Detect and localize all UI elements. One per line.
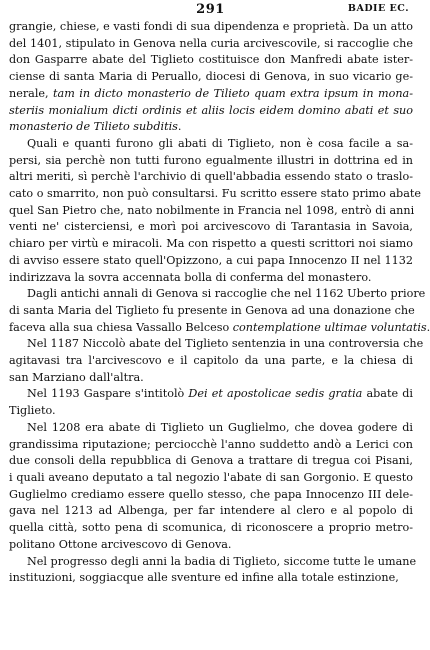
text-line: agitavasi tra l'arcivescovo e il capitolo da una parte, e la chiesa di xyxy=(9,354,413,368)
paragraph xyxy=(9,554,417,587)
text-line: gava nel 1213 ad Albenga, per far intendere al clero e al popolo di xyxy=(9,504,413,518)
paragraph xyxy=(9,19,413,136)
italic-text: contemplatione ultimae voluntatis xyxy=(232,320,427,334)
text-line: quel San Pietro che, nato nobilmente in Francia nel 1098, entrò di anni xyxy=(9,203,415,217)
text-line: grangie, chiese, e vasti fondi di sua dipendenza e proprietà. Da un atto xyxy=(9,20,413,33)
text-line xyxy=(9,86,413,103)
italic-text: Dei et apostolicae sedis gratia xyxy=(188,387,363,401)
paragraph xyxy=(9,286,430,336)
paragraph xyxy=(9,336,424,386)
text-line: Tiglieto. xyxy=(9,404,56,418)
text-line: san Marziano dall'altra. xyxy=(9,370,144,384)
text-segment: abate di xyxy=(362,387,413,401)
text-line: persi, sia perchè non tutti furono egualmente illustri in dottrina ed in xyxy=(9,153,413,167)
text-line: Quali e quanti furono gli abati di Tiglieto, non è cosa facile a sa- xyxy=(27,136,413,150)
text-line: due consoli della repubblica di Genova a trattare di tregua coi Pisani, xyxy=(9,454,413,468)
text-line: venti ne' cisterciensi, e morì poi arcivescovo di Tarantasia in Savoia, xyxy=(9,220,413,234)
text-line: di avviso essere stato quell'Opizzono, a cui papa Innocenzo II nel 1132 xyxy=(9,253,413,267)
text-line xyxy=(9,119,413,136)
text-segment: . xyxy=(177,120,182,134)
text-line: Dagli antichi annali di Genova si raccoglie che nel 1162 Uberto priore xyxy=(27,287,426,301)
text-line: grandissima riputazione; perciocchè l'anno suddetto andò a Lerici con xyxy=(9,437,413,451)
italic-text: steriis monialium dicti ordinis et aliis locis eidem domino abati et suo xyxy=(9,103,413,117)
text-line: cato o smarrito, non può consultarsi. Fu scritto essere stato primo abate xyxy=(9,187,421,201)
text-segment: . xyxy=(426,320,430,334)
text-line: instituzioni, soggiacque alle sventure ed infine alla totale estinzione, xyxy=(9,571,399,585)
text-line: chiaro per virtù e miracoli. Ma con rispetto a questi scrittori noi siamo xyxy=(9,237,413,251)
text-line xyxy=(9,320,430,337)
text-line: Nel 1187 Niccolò abate del Tiglieto sentenzia in una controversia che xyxy=(27,337,424,351)
text-line: don Gasparre abate del Tiglieto costituisce don Manfredi abate ister- xyxy=(9,53,413,67)
paragraph xyxy=(9,386,413,419)
running-head: BADIE EC. xyxy=(347,3,409,14)
text-segment: Nel 1193 Gaspare s'intitolò xyxy=(27,387,189,401)
text-segment: faceva alla sua chiesa Vassallo Belceso xyxy=(9,320,233,334)
text-line: indirizzava la sovra accennata bolla di conferma del monastero. xyxy=(9,270,372,284)
page-number: 291 xyxy=(196,2,225,17)
text-line: del 1401, stipulato in Genova nella curia arcivescovile, si raccoglie che xyxy=(9,36,413,50)
italic-text: tam in dicto monasterio de Tilieto quam extra ipsum in mona- xyxy=(53,86,414,100)
text-line: Nel 1208 era abate di Tiglieto un Guglielmo, che dovea godere di xyxy=(27,420,413,434)
text-segment: nerale, xyxy=(9,86,54,100)
text-line: Guglielmo crediamo essere quello stesso, che papa Innocenzo III dele- xyxy=(9,487,413,501)
body-text xyxy=(9,19,430,587)
paragraph xyxy=(9,136,421,286)
italic-text: monasterio de Tilieto subditis xyxy=(9,120,178,134)
text-line: di santa Maria del Tiglieto fu presente in Genova ad una donazione che xyxy=(9,303,415,317)
text-line xyxy=(9,103,413,120)
text-line: ciense di santa Maria di Peruallo, diocesi di Genova, in suo vicario ge- xyxy=(9,70,413,84)
text-line xyxy=(9,386,413,403)
text-line: Nel progresso degli anni la badia di Tiglieto, siccome tutte le umane xyxy=(27,554,417,568)
page-header xyxy=(0,2,421,20)
text-line: politano Ottone arcivescovo di Genova. xyxy=(9,537,232,551)
text-line: i quali aveano deputato a tal negozio l'abate di san Gorgonio. E questo xyxy=(9,470,413,484)
paragraph xyxy=(9,420,413,554)
text-line: quella città, sotto pena di scomunica, di riconoscere a proprio metro- xyxy=(9,521,413,535)
text-line: altri meriti, sì perchè l'archivio di quell'abbadia essendo stato o traslo- xyxy=(9,170,413,184)
